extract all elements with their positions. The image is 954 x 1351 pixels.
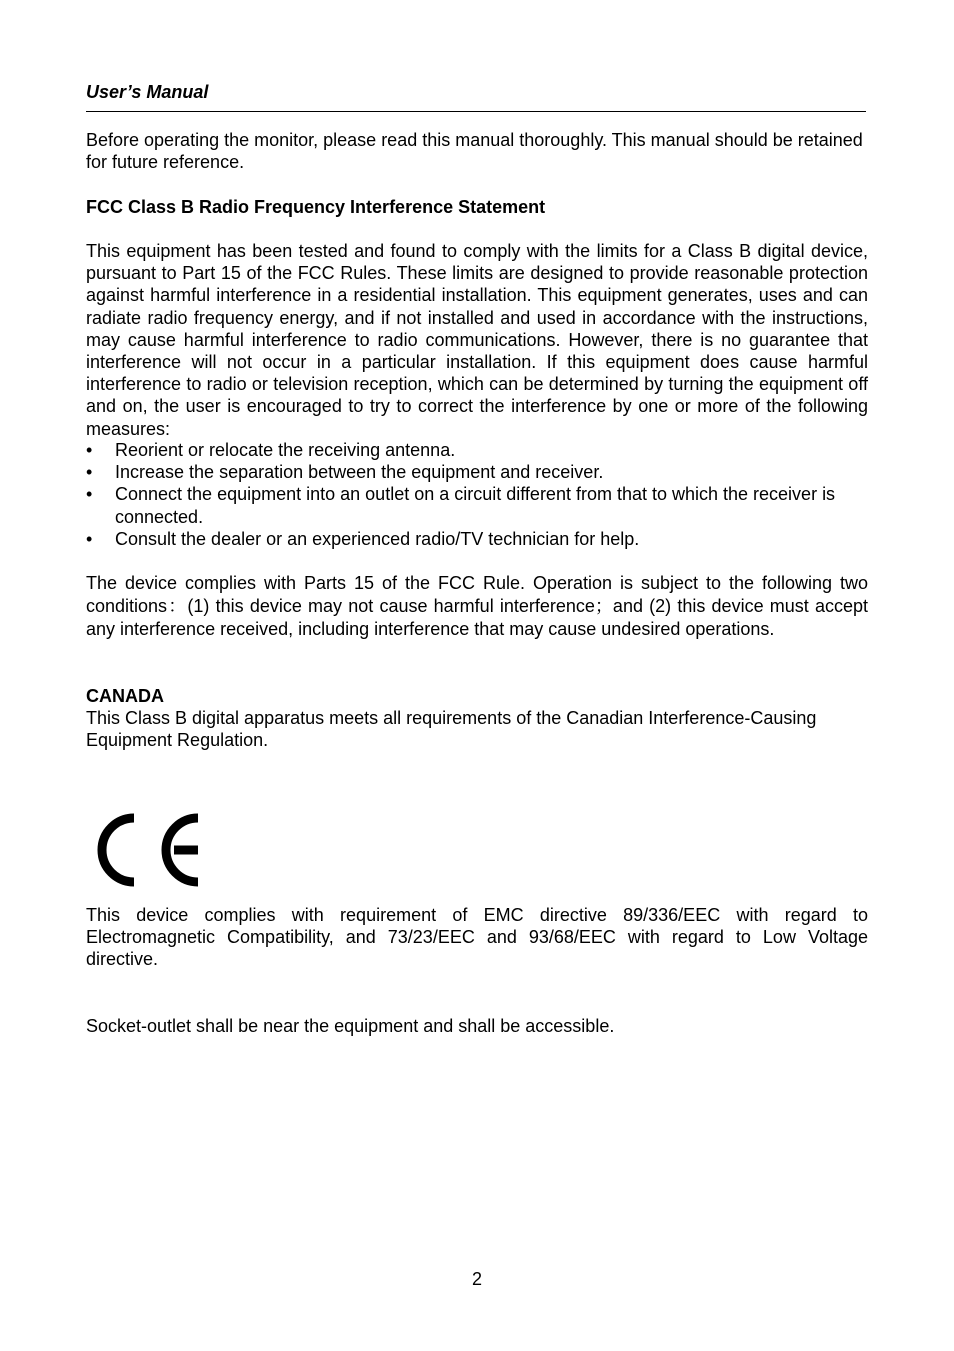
fcc-paragraph: This equipment has been tested and found to comply with the limits for a Class B digital device, pursuant to Part 15 of the FCC Rules. These limits are designed to provide reasonable protection against harmful interference in a residential installation. This equipment generates, uses and can radiate radio frequency energy, and if not installed and used in accordance with the instructions, may cause harmful interference to radio communications. However, there is no guarantee that interference will not occur in a particular installation. If this equipment does cause harmful interference to radio or television reception, which can be determined by turning the equipment off and on, the user is encouraged to try to correct the interference by one or more of the following measures:: [86, 241, 868, 439]
socket-paragraph: Socket-outlet shall be near the equipment and shall be accessible.: [86, 1016, 615, 1036]
bullet-icon: •: [86, 484, 93, 505]
ce-paragraph: This device complies with requirement of EMC directive 89/336/EEC with regard to Electromagnetic Compatibility, and 73/23/EEC and 93/68/EEC with regard to Low Voltage directive.: [86, 905, 868, 970]
list-item: [86, 461, 868, 483]
measure-text: Reorient or relocate the receiving antenna.: [115, 440, 456, 460]
page-header-title: User’s Manual: [86, 82, 209, 102]
header-divider: [86, 111, 866, 112]
bullet-icon: •: [86, 440, 93, 460]
measure-text: Consult the dealer or an experienced radio/TV technician for help.: [115, 528, 640, 549]
canada-paragraph: This Class B digital apparatus meets all requirements of the Canadian Interference-Causing Equipment Regulation.: [86, 708, 817, 751]
bullet-icon: •: [86, 462, 93, 483]
list-item: [86, 483, 868, 527]
fcc-measures-list: [86, 439, 868, 550]
fcc-compliance-paragraph: The device complies with Parts 15 of the FCC Rule. Operation is subject to the following two conditions：(1) this device may not cause harmful interference；and (2) this device must accept any interference received, including interference that may cause undesired operations.: [86, 573, 868, 639]
measure-text: Increase the separation between the equipment and receiver.: [115, 462, 604, 483]
bullet-icon: •: [86, 528, 93, 549]
canada-heading: CANADA: [86, 686, 164, 706]
list-item: [86, 528, 868, 550]
list-item: [86, 439, 868, 461]
intro-paragraph: Before operating the monitor, please read this manual thoroughly. This manual should be retained for future reference.: [86, 130, 863, 173]
fcc-heading: FCC Class B Radio Frequency Interference Statement: [86, 197, 546, 217]
ce-mark-icon: [94, 810, 204, 890]
page-number: 2: [471, 1269, 482, 1289]
measure-text: Connect the equipment into an outlet on a circuit different from that to which the receiver is connected.: [115, 484, 836, 527]
